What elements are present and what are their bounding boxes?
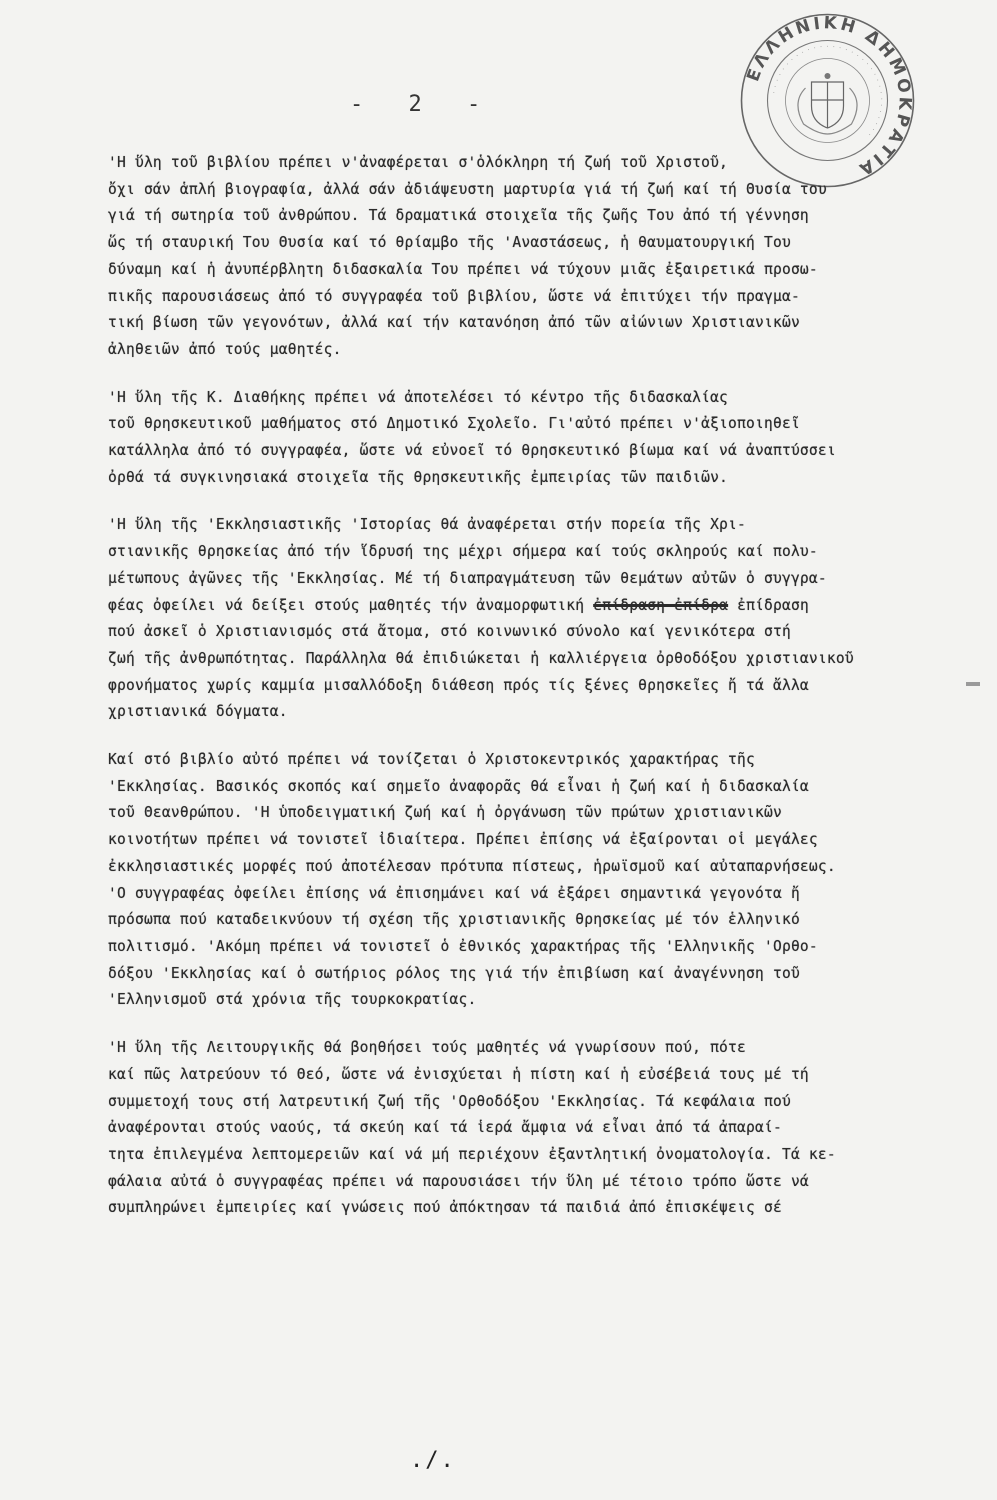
text-line: ἐκκλησιαστικές μορφές πού ἀποτέλεσαν πρότυπα πίστεως, ἡρωϊσμοῦ καί αὐταπαρνήσεως.: [108, 857, 836, 875]
paragraph-church-history: [108, 512, 938, 726]
text-line: 'Η ὕλη τῆς Κ. Διαθήκης πρέπει νά ἀποτελέσει τό κέντρο τῆς διδασκαλίας: [108, 388, 729, 406]
text-line: καί πῶς λατρεύουν τό Θεό, ὥστε νά ἐνισχύεται ἡ πίστη καί ἡ εὐσέβειά τους μέ τή: [108, 1065, 809, 1083]
text-line: 'Η ὕλη τοῦ βιβλίου πρέπει ν'ἀναφέρεται σ'ὁλόκληρη τή ζωή τοῦ Χριστοῦ,: [108, 154, 729, 171]
text-line: 'Η ὕλη τῆς Λειτουργικῆς θά βοηθήσει τούς μαθητές νά γνωρίσουν πού, πότε: [108, 1039, 747, 1057]
text-line: ὄχι σάν ἁπλή βιογραφία, ἀλλά σάν ἀδιάψευστη μαρτυρία γιά τή ζωή καί τή Θυσία του: [108, 180, 827, 198]
text-line: ὀρθά τά συγκινησιακά στοιχεῖα τῆς θρησκευτικῆς ἐμπειρίας τῶν παιδιῶν.: [108, 468, 729, 486]
text-line: δύναμη καί ἡ ἀνυπέρβλητη διδασκαλία Του πρέπει νά τύχουν μιᾶς ἐξαιρετικά προσω-: [108, 260, 818, 278]
text-line: ἀληθειῶν ἀπό τούς μαθητές.: [108, 340, 342, 358]
text-line: 'Εκκλησίας. Βασικός σκοπός καί σημεῖο ἀναφορᾶς θά εἶναι ἡ ζωή καί ἡ διδασκαλία: [108, 777, 809, 795]
text-line: κατάλληλα ἀπό τό συγγραφέα, ὥστε νά εὐνοεῖ τό θρησκευτικό βίωμα καί νά ἀναπτύσσει: [108, 442, 836, 460]
text-line: πρόσωπα πού καταδεικνύουν τή σχέση τῆς χριστιανικῆς θρησκείας μέ τόν ἑλληνικό: [108, 911, 800, 929]
paragraph-christocentric: [108, 747, 938, 1014]
text-line: τική βίωση τῶν γεγονότων, ἀλλά καί τήν κατανόηση ἀπό τῶν αἰώνιων Χριστιανικῶν: [108, 314, 800, 332]
text-line: πού ἀσκεῖ ὁ Χριστιανισμός στά ἄτομα, στό κοινωνικό σύνολο καί γενικότερα στή: [108, 623, 791, 641]
text-line: φρονήματος χωρίς καμμία μισαλλόδοξη διάθεση πρός τίς ξένες θρησκεῖες ἤ τά ἄλλα: [108, 676, 809, 694]
text-line: ζωή τῆς ἀνθρωπότητας. Παράλληλα θά ἐπιδιώκεται ἡ καλλιέργεια ὀρθοδόξου χριστιανικοῦ: [108, 649, 854, 667]
stamp-outer-text: ΕΛΛΗΝΙΚΗ ΔΗΜΟΚΡΑΤΙΑ: [743, 13, 915, 181]
text-line: τοῦ Θεανθρώπου. 'Η ὑποδειγματική ζωή καί ἡ ὀργάνωση τῶν πρώτων χριστιανικῶν: [108, 804, 782, 822]
text-line: πολιτισμό. 'Ακόμη πρέπει νά τονιστεῖ ὁ ἐθνικός χαρακτήρας τῆς 'Ελληνικῆς 'Ορθο-: [108, 937, 818, 955]
paragraph-new-testament: [108, 385, 938, 492]
text-line: 'Η ὕλη τῆς 'Εκκλησιαστικῆς 'Ιστορίας θά ἀναφέρεται στήν πορεία τῆς Χρι-: [108, 516, 747, 534]
page-number: - 2 -: [350, 92, 497, 117]
text-line: γιά τή σωτηρία τοῦ ἀνθρώπου. Τά δραματικά στοιχεῖα τῆς ζωῆς Του ἀπό τή γέννηση: [108, 207, 809, 225]
text-line: χριστιανικά δόγματα.: [108, 703, 288, 721]
text-line: ὥς τή σταυρική Του Θυσία καί τό θρίαμβο τῆς 'Αναστάσεως, ἡ θαυματουργική Του: [108, 234, 791, 252]
paragraph-liturgics: [108, 1035, 938, 1222]
text-line: 'Ελληνισμοῦ στά χρόνια τῆς τουρκοκρατίας.: [108, 991, 477, 1009]
text-line: φέας ὀφείλει νά δείξει στούς μαθητές τήν ἀναμορφωτική: [108, 596, 585, 614]
paragraph-gospel: [108, 150, 938, 364]
margin-mark: [966, 682, 980, 686]
text-line: 'Ο συγγραφέας ὀφείλει ἐπίσης νά ἐπισημάνει καί νά ἐξάρει σημαντικά γεγονότα ἤ: [108, 884, 800, 902]
text-line: συμπληρώνει ἐμπειρίες καί γνώσεις πού ἀπόκτησαν τά παιδιά ἀπό ἐπισκέψεις σέ: [108, 1199, 782, 1217]
text-line: μέτωπους ἀγῶνες τῆς 'Εκκλησίας. Μέ τή διαπραγμάτευση τῶν θεμάτων αὐτῶν ὁ συγγρα-: [108, 569, 827, 587]
text-line: πικῆς παρουσιάσεως ἀπό τό συγγραφέα τοῦ βιβλίου, ὥστε νά ἐπιτύχει τήν πραγμα-: [108, 287, 800, 305]
struck-out-text: ἐπίδραση ἐπίδρα: [593, 596, 729, 614]
text-line: τοῦ θρησκευτικοῦ μαθήματος στό Δημοτικό Σχολεῖο. Γι'αὐτό πρέπει ν'ἀξιοποιηθεῖ: [108, 415, 800, 433]
body-text: [108, 150, 938, 1243]
text-line: Καί στό βιβλίο αὐτό πρέπει νά τονίζεται ὁ Χριστοκεντρικός χαρακτήρας τῆς: [108, 751, 756, 769]
text-line: κοινοτήτων πρέπει νά τονιστεῖ ἰδιαίτερα. Πρέπει ἐπίσης νά ἐξαίρονται οἱ μεγάλες: [108, 831, 818, 849]
text-line: τητα ἐπιλεγμένα λεπτομερειῶν καί νά μή περιέχουν ἐξαντλητική ὀνοματολογία. Τά κε-: [108, 1145, 836, 1163]
text-line: δόξου 'Εκκλησίας καί ὁ σωτήριος ρόλος της γιά τήν ἐπιβίωση καί ἀναγέννηση τοῦ: [108, 964, 800, 982]
text-line: στιανικῆς θρησκείας ἀπό τήν ἵδρυσή της μέχρι σήμερα καί τούς σκληρούς καί πολυ-: [108, 543, 818, 561]
text-line: φάλαια αὐτά ὁ συγγραφέας πρέπει νά παρουσιάσει τήν ὕλη μέ τέτοιο τρόπο ὥστε νά: [108, 1172, 809, 1190]
continuation-mark: ./.: [410, 1448, 456, 1473]
svg-text:· · · · · · · · · · · · · · ·: · · · · · · · · · · · · · · · · · · · · · · · · · · · · · · · ·: [769, 42, 886, 139]
text-line: συμμετοχή τους στή λατρευτική ζωή τῆς 'Ορθοδόξου 'Εκκλησίας. Τά κεφάλαια πού: [108, 1092, 791, 1110]
text-line: ἀναφέρονται στούς ναούς, τά σκεύη καί τά ἱερά ἄμφια νά εἶναι ἀπό τά ἀπαραί-: [108, 1119, 782, 1137]
text-line-tail: ἐπίδραση: [737, 596, 809, 614]
text-line-with-strikeout: [108, 593, 938, 620]
